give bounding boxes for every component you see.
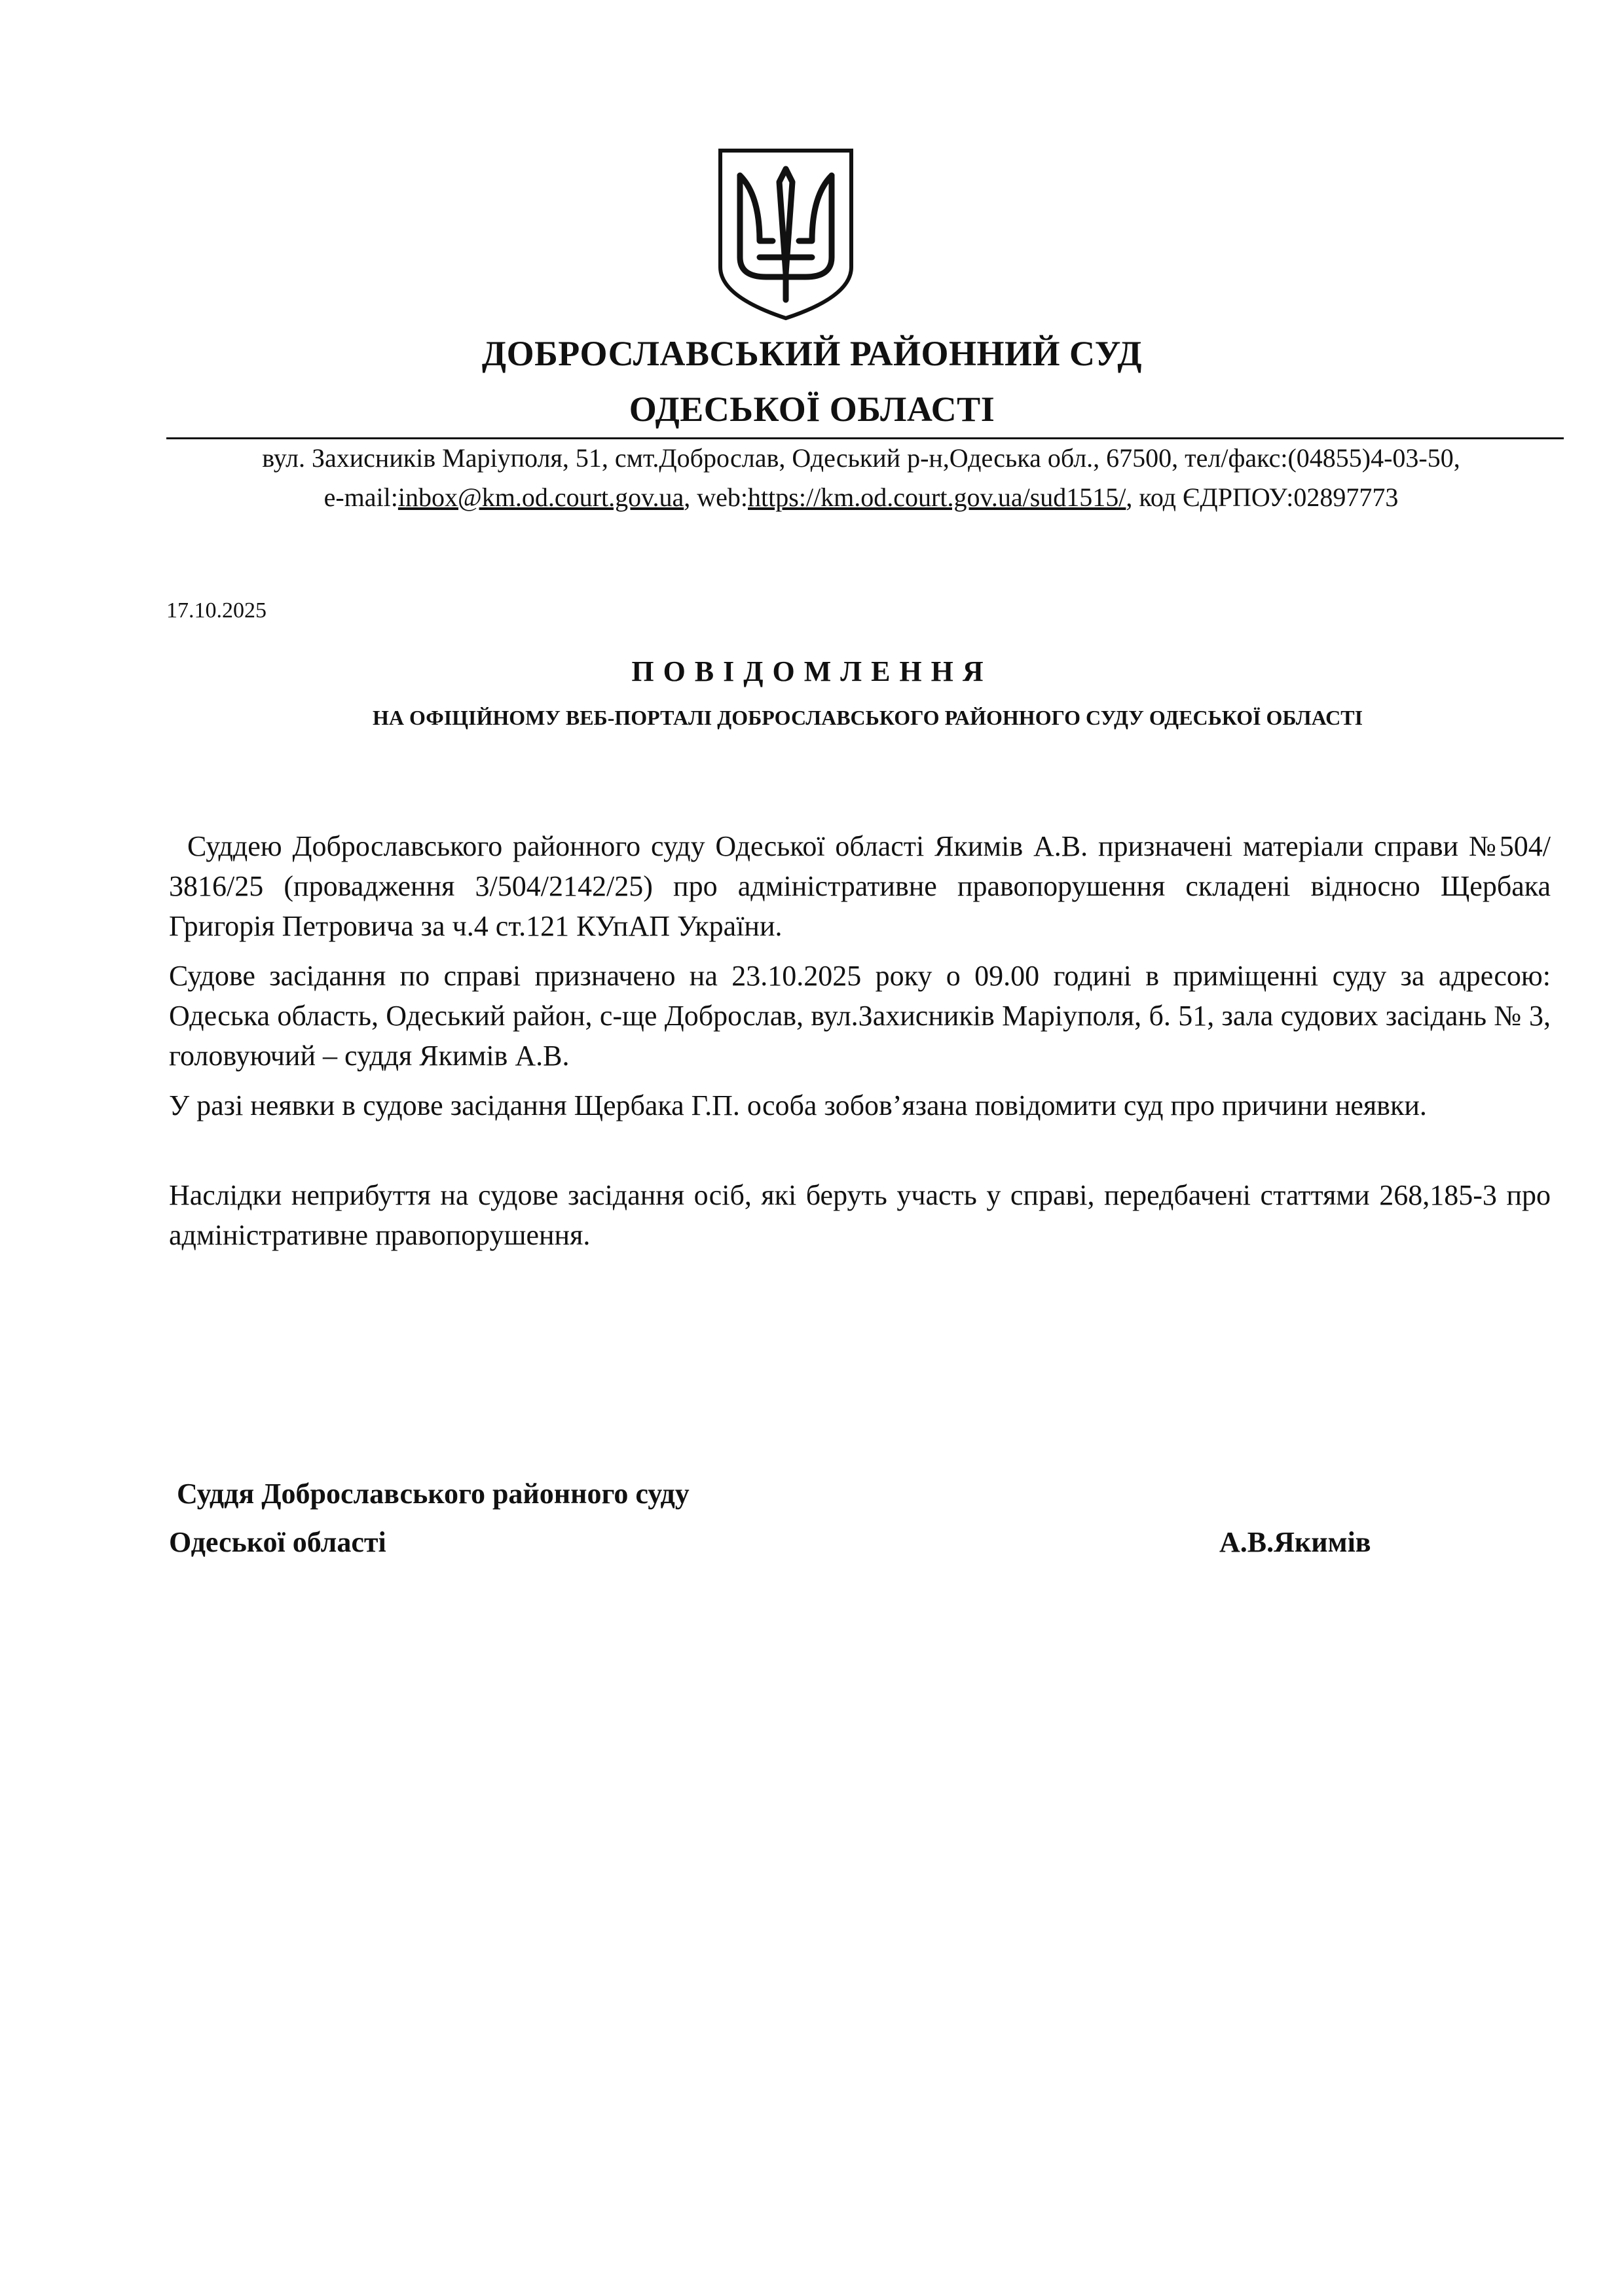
edrpou-code: , код ЄДРПОУ:02897773 xyxy=(1126,483,1399,512)
web-link[interactable]: https://km.od.court.gov.ua/sud1515/ xyxy=(748,483,1126,512)
signature-position-line1: Суддя Доброславського районного суду xyxy=(177,1478,690,1510)
email-link[interactable]: inbox@km.od.court.gov.ua xyxy=(397,483,684,512)
email-label: e-mail: xyxy=(323,483,398,512)
paragraph-1: Суддею Доброславського районного суду Одеської області Якимів А.В. призначені матеріали справи №504/ 3816/25 (провадження 3/504/2142/25) про адміністративне правопорушення складені відносно Щербака Григорія Петровича за ч.4 ст.121 КУпАП України. xyxy=(169,830,1551,942)
signature-name: А.В.Якимів xyxy=(1219,1526,1371,1558)
court-address: вул. Захисників Маріуполя, 51, смт.Доброслав, Одеський р-н,Одеська обл., 67500, тел/факс:(04855)4-03-50, xyxy=(262,443,1460,473)
document-date: 17.10.2025 xyxy=(166,598,267,623)
web-label: , web: xyxy=(684,483,748,512)
document-title: ПОВІДОМЛЕННЯ xyxy=(631,655,993,687)
court-contacts xyxy=(157,478,1565,517)
court-name-line1: ДОБРОСЛАВСЬКИЙ РАЙОННИЙ СУД xyxy=(481,334,1143,373)
paragraph-3: У разі неявки в судове засідання Щербака Г.П. особа зобов’язана повідомити суд про причини неявки. xyxy=(169,1089,1427,1121)
paragraph-4: Наслідки неприбуття на судове засідання осіб, які беруть участь у справі, передбачені статтями 268,185-3 про адміністративне правопорушення. xyxy=(169,1179,1551,1251)
paragraph-2: Судове засідання по справі призначено на 23.10.2025 року о 09.00 годині в приміщенні суду за адресою: Одеська область, Одеський район, с-ще Доброслав, вул.Захисників Маріуполя, б. 51, зала судових засідань № 3, головуючий – суддя Якимів А.В. xyxy=(169,960,1551,1072)
coat-of-arms-icon xyxy=(714,143,858,323)
document-subtitle: НА ОФІЦІЙНОМУ ВЕБ-ПОРТАЛІ ДОБРОСЛАВСЬКОГО РАЙОННОГО СУДУ ОДЕСЬКОЇ ОБЛАСТІ xyxy=(372,706,1363,729)
signature-position-line2: Одеської області xyxy=(169,1526,386,1558)
court-name-line2: ОДЕСЬКОЇ ОБЛАСТІ xyxy=(629,390,995,429)
